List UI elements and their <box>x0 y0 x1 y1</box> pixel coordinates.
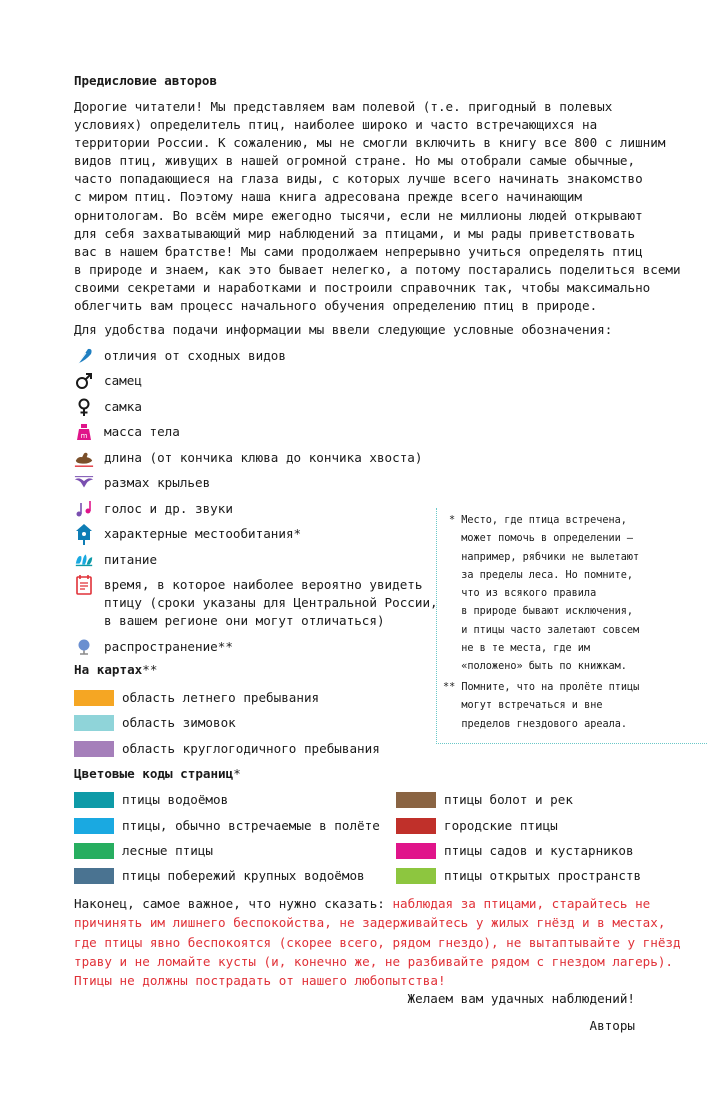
intro-line: видов птиц, живущих в нашей огромной стране. Но мы отобрали самые обычные, <box>74 153 636 169</box>
page-code-label: птицы садов и кустарников <box>444 843 634 858</box>
intro-line: территории России. К сожалению, мы не смогли включить в книгу все 800 с лишним <box>74 135 666 151</box>
footnote-line: за пределы леса. Но помните, <box>449 569 634 581</box>
intro-line: Дорогие читатели! Мы представляем вам полевой (т.е. пригодный в полевых <box>74 99 613 114</box>
page-code-swatch <box>74 792 114 808</box>
page-heading: Предисловие авторов <box>74 73 217 88</box>
intro-line: часто попадающиеся на глаза виды, с которых лучше всего начинать знакомство <box>74 171 643 187</box>
footnote-line: и птицы часто залетают совсем <box>449 624 640 636</box>
page-code-label: городские птицы <box>444 818 558 833</box>
feather-icon <box>74 346 94 366</box>
closing-line <box>74 894 651 913</box>
closing-paragraph <box>74 894 681 990</box>
legend-label: длина (от кончика клюва до кончика хвоста) <box>104 450 423 465</box>
calendar-icon <box>74 575 94 595</box>
male-symbol-icon <box>74 371 94 391</box>
map-legend-label: область зимовок <box>122 715 236 730</box>
map-swatch <box>74 741 114 757</box>
footnote-range <box>443 679 639 734</box>
page-code-label: птицы открытых пространств <box>444 868 642 883</box>
maps-title: На картах <box>74 662 143 677</box>
footnote-line: не в те места, где им <box>449 643 591 655</box>
page-code-label: лесные птицы <box>122 843 213 858</box>
page-code-swatch <box>396 868 436 884</box>
closing-warning-line: где птицы явно беспокоятся (скорее всего, рядом гнездо), не вытаптывайте у гнёзд <box>74 934 681 950</box>
legend-label: время, в которое наиболее вероятно увидеть <box>104 577 423 592</box>
footnote-line: пределов гнездового ареала. <box>443 718 628 730</box>
legend-label: отличия от сходных видов <box>104 348 286 363</box>
map-swatch <box>74 690 114 706</box>
intro-line: для себя захватывающий мир наблюдений за птицами, и мы рады приветствовать <box>74 225 636 241</box>
duck-length-icon <box>74 448 94 468</box>
legend-label: в вашем регионе они могут отличаться) <box>104 613 385 628</box>
page-codes-heading <box>74 766 241 781</box>
closing-warning: наблюдая за птицами, старайтесь не <box>392 896 651 911</box>
closing-warning-line: причинять им лишнего беспокойства, не задерживайтесь у жилых гнёзд и в местах, <box>74 915 666 931</box>
intro-line: с миром птиц. Поэтому наша книга адресована прежде всего начинающим <box>74 189 582 205</box>
music-notes-icon <box>74 499 94 519</box>
footnote-line: например, рябчики не вылетают <box>449 551 640 563</box>
page-code-label: птицы водоёмов <box>122 792 229 807</box>
intro-line: условиях) определитель птиц, наиболее широко и часто встречающихся на <box>74 117 598 133</box>
page-code-swatch <box>74 868 114 884</box>
page-codes-title-asterisk: * <box>233 766 241 781</box>
closing-lead: Наконец, самое важное, что нужно сказать: <box>74 896 393 911</box>
globe-icon <box>74 637 94 657</box>
signature: Авторы <box>589 1018 635 1033</box>
intro-paragraph <box>74 98 681 315</box>
maps-title-asterisks: ** <box>142 662 158 677</box>
page-codes-title: Цветовые коды страниц <box>74 766 234 781</box>
legend-label: распространение** <box>104 639 233 654</box>
legend-label: самец <box>104 373 142 388</box>
page-code-swatch <box>396 818 436 834</box>
intro-line: в природе и знаем, как это бывает нелегко, а потому постарались поделиться всеми <box>74 261 681 277</box>
legend-label: питание <box>104 552 158 567</box>
footnote-habitat <box>449 512 639 677</box>
footnote-box <box>436 508 707 744</box>
page-code-label: птицы болот и рек <box>444 792 573 807</box>
footnote-line: ** Помните, что на пролёте птицы <box>443 682 640 693</box>
closing-wish: Желаем вам удачных наблюдений! <box>407 991 635 1006</box>
svg-text:m: m <box>80 432 88 440</box>
footnote-line: в природе бывают исключения, <box>449 606 634 618</box>
closing-warning-line: Птицы не должны пострадать от нашего любопытства! <box>74 973 446 989</box>
intro-line: орнитологам. Во всём мире ежегодно тысячи, если не миллионы людей открывают <box>74 207 643 223</box>
footnote-line: * Место, где птица встречена, <box>449 515 627 526</box>
legend-label: птицу (сроки указаны для Центральной России, <box>104 595 438 610</box>
intro-line: вас в нашем братстве! Мы сами продолжаем непрерывно учиться определять птиц <box>74 243 643 259</box>
birdhouse-icon <box>74 524 94 544</box>
map-swatch <box>74 715 114 731</box>
closing-warning-line: траву и не ломайте кусты (и, конечно же, не разбивайте рядом с гнездом лагерь). <box>74 953 673 969</box>
page-code-swatch <box>74 843 114 859</box>
footnote-line: может помочь в определении – <box>449 533 634 545</box>
legend-label: размах крыльев <box>104 475 211 490</box>
footnote-line: что из всякого правила <box>449 588 597 600</box>
legend-intro: Для удобства подачи информации мы ввели следующие условные обозначения: <box>74 322 613 337</box>
legend-label: масса тела <box>104 424 180 439</box>
map-legend-label: область летнего пребывания <box>122 690 320 705</box>
legend-label: голос и др. звуки <box>104 501 233 516</box>
footnote-line: могут встречаться и вне <box>443 700 603 712</box>
page-code-swatch <box>396 792 436 808</box>
page-code-label: птицы побережий крупных водоёмов <box>122 868 365 883</box>
maps-heading <box>74 662 157 677</box>
page-code-swatch <box>396 843 436 859</box>
footnote-line: «положено» быть по книжкам. <box>449 661 627 673</box>
wingspan-icon <box>74 473 94 493</box>
intro-line: своими секретами и наработками и построили справочник так, чтобы максимально <box>74 279 651 295</box>
weight-icon <box>74 422 94 442</box>
map-legend-label: область круглогодичного пребывания <box>122 741 380 756</box>
female-symbol-icon <box>74 397 94 417</box>
food-icon <box>74 550 94 570</box>
intro-line: облегчить вам процесс начального обучения определению птиц в природе. <box>74 298 598 314</box>
page-code-label: птицы, обычно встречаемые в полёте <box>122 818 380 833</box>
legend-label: самка <box>104 399 142 414</box>
legend-label: характерные местообитания* <box>104 526 302 541</box>
page-code-swatch <box>74 818 114 834</box>
